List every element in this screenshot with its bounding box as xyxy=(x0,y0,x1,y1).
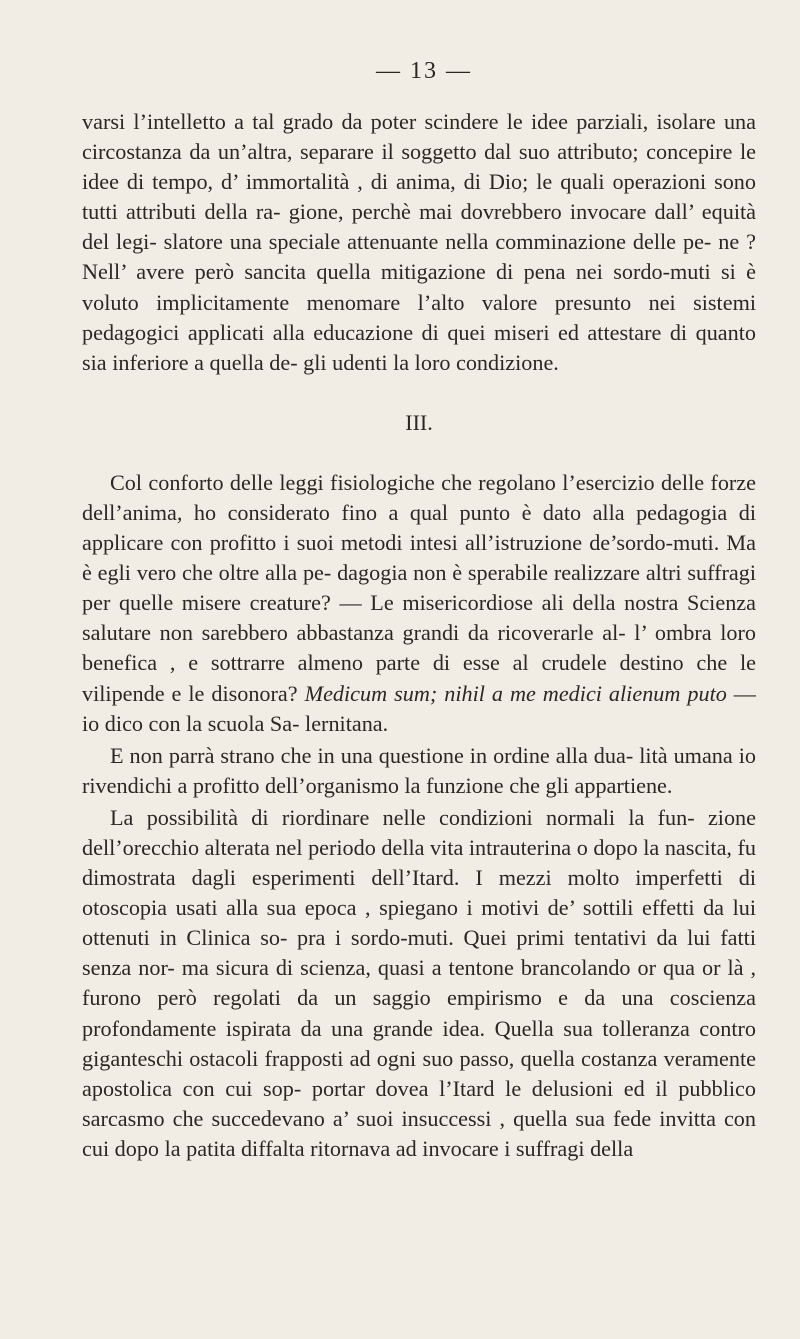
paragraph-text: Col conforto delle leggi fisiologiche che regolano l’esercizio delle forze dell’anima, ho considerato fino a qual punto è dato alla pedagogia di applicare con profitto i suoi metodi intesi all’istruzione de’sordo-muti. Ma è egli vero che oltre alla pe- dagogia non è sperabile realizzare altri suffragi per quelle misere creature? — Le misericordiose ali della nostra Scienza salutare non sarebbero abbastanza grandi da ricoverarle al- l’ ombra loro benefica , e sottrarre almeno parte di esse al crudele destino che le vilipende e le disonora? xyxy=(82,469,756,706)
paragraph-conforto xyxy=(82,468,756,739)
latin-quote: Medicum sum; nihil a me medici alienum puto xyxy=(304,680,727,706)
section-heading: III. xyxy=(405,409,433,435)
paragraph-itard: La possibilità di riordinare nelle condizioni normali la fun- zione dell’orecchio alterata nel periodo della vita intrauterina o dopo la nascita, fu dimostrata dagli esperimenti dell’Itard. I mezzi molto imperfetti di otoscopia usati alla sua epoca , spiegano i motivi de’ sottili effetti da lui ottenuti in Clinica so- pra i sordo-muti. Quei primi tentativi da lui fatti senza nor- ma sicura di scienza, quasi a tentone brancolando or qua or là , furono però regolati da un saggio empirismo e da una coscienza profondamente ispirata da una grande idea. Quella sua tolleranza contro giganteschi ostacoli frapposti ad ogni suo passo, quella costanza veramente apostolica con cui sop- portar dovea l’Itard le delusioni ed il pubblico sarcasmo che succedevano a’ suoi insuccessi , quella sua fede invitta con cui dopo la patita diffalta ritornava ad invocare i suffragi della xyxy=(82,804,756,1161)
page-number: — 13 — xyxy=(376,58,472,84)
paragraph-continued: varsi l’intelletto a tal grado da poter scindere le idee parziali, isolare una circostanza da un’altra, separare il soggetto dal suo attributo; concepire le idee di tempo, d’ immortalità , di anima, di Dio; le quali operazioni sono tutti attributi della ra- gione, perchè mai dovrebbero invocare dall’ equità del legi- slatore una speciale attenuante nella comminazione delle pe- ne ? Nell’ avere però sancita quella mitigazione di pena nei sordo-muti si è voluto implicitamente menomare l’alto valore presunto nei sistemi pedagogici applicati alla educazione di quei miseri ed attestare di quanto sia inferiore a quella de- gli udenti la loro condizione. xyxy=(82,109,756,375)
paragraph-text-end: — io dico con la scuola Sa- lernitana. xyxy=(82,680,756,736)
paragraph-dualita: E non parrà strano che in una questione in ordine alla dua- lità umana io rivendichi a profitto dell’organismo la funzione che gli appartiene. xyxy=(82,742,756,798)
